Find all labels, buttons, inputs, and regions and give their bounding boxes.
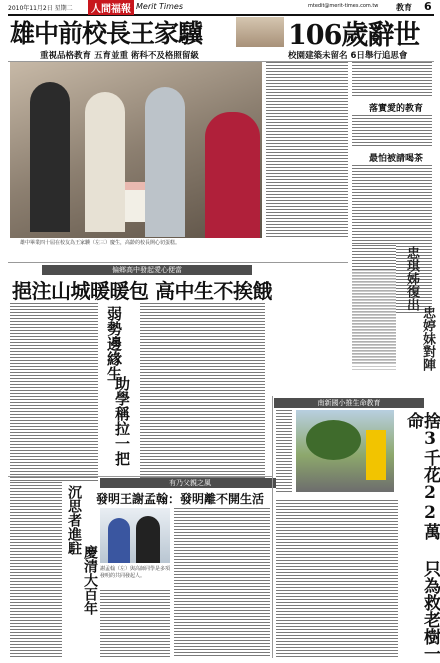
top-article-kicker-a: 落實愛的教育	[367, 100, 425, 115]
bottom-right-article	[276, 500, 398, 658]
tree-crown	[306, 420, 361, 460]
bottom-right-caption-col	[276, 410, 292, 492]
top-headline-left: 雄中前校長王家驥	[10, 19, 203, 48]
divider-right	[272, 396, 273, 658]
top-subhead-left: 重視品格教育 五育並重 術科不及格照留級	[40, 51, 199, 61]
bottom-right-vertical: 捨3千花22萬 只為救老樹一命	[403, 412, 440, 662]
divider-bottom	[8, 476, 273, 477]
top-headline-right: 106歲辭世	[288, 20, 420, 51]
right-vertical-headline-b: 忠婷妹對陣	[420, 306, 435, 371]
divider-top	[8, 61, 434, 62]
divider-mid	[8, 262, 348, 263]
bottom-mid-headline: 發明王謝孟翰：發明離不開生活	[96, 492, 265, 506]
top-article-body-right-2	[352, 115, 432, 147]
right-article-mid-2	[352, 270, 396, 370]
contact-email: mtedit@merit-times.com.tw	[308, 3, 379, 9]
bottom-right-bar: 南新國小推生命教育	[274, 398, 424, 408]
bottom-left-vertical-b: 慶清大百年	[82, 545, 98, 615]
mid-story-bar: 偏鄉高中發起愛心便當	[42, 265, 252, 275]
portrait-photo	[236, 17, 284, 47]
top-article-kicker-b: 最怕被請喝茶	[367, 150, 425, 165]
mid-headline: 挹注山城暖暖包 高中生不挨餓	[12, 279, 272, 303]
birthday-cake-photo	[10, 62, 262, 238]
top-subhead-right: 校園建築未留名 6日舉行追思會	[288, 51, 408, 61]
mid-vertical-headline-a: 弱勢邊緣生	[105, 306, 123, 381]
paper-logo: 人間福報	[88, 0, 134, 15]
bottom-mid-bar: 有乃父親之風	[100, 478, 280, 488]
bottom-mid-article	[174, 508, 270, 658]
page-number: 6	[424, 0, 432, 13]
right-vertical-headline-a: 忠琪姊復出	[404, 246, 419, 311]
inventor-photo	[100, 508, 170, 563]
mid-article-left	[10, 303, 98, 481]
bottom-mid-caption: 謝孟翰（左）與高師同學是多項發明的共同發起人。	[100, 566, 171, 579]
issue-date: 2010年11月2日 星期二	[8, 5, 73, 12]
mid-vertical-headline-b: 助學稱拉一把	[113, 376, 131, 466]
bottom-mid-article-2	[100, 590, 170, 658]
bottom-left-vertical-a: 沉思者進駐	[66, 485, 82, 555]
top-article-body-right	[352, 62, 432, 98]
mid-article-right	[140, 303, 265, 481]
section-name: 教育	[396, 3, 412, 12]
top-article-body	[266, 62, 348, 238]
bottom-left-article	[10, 482, 62, 658]
paper-english-name: Merit Times	[136, 2, 184, 11]
tree-photo	[296, 410, 394, 492]
top-photo-caption: 雄中畢業四十屆在校友為王家驥（左三）慶生，高齡的校長開心切蛋糕。	[20, 240, 181, 246]
